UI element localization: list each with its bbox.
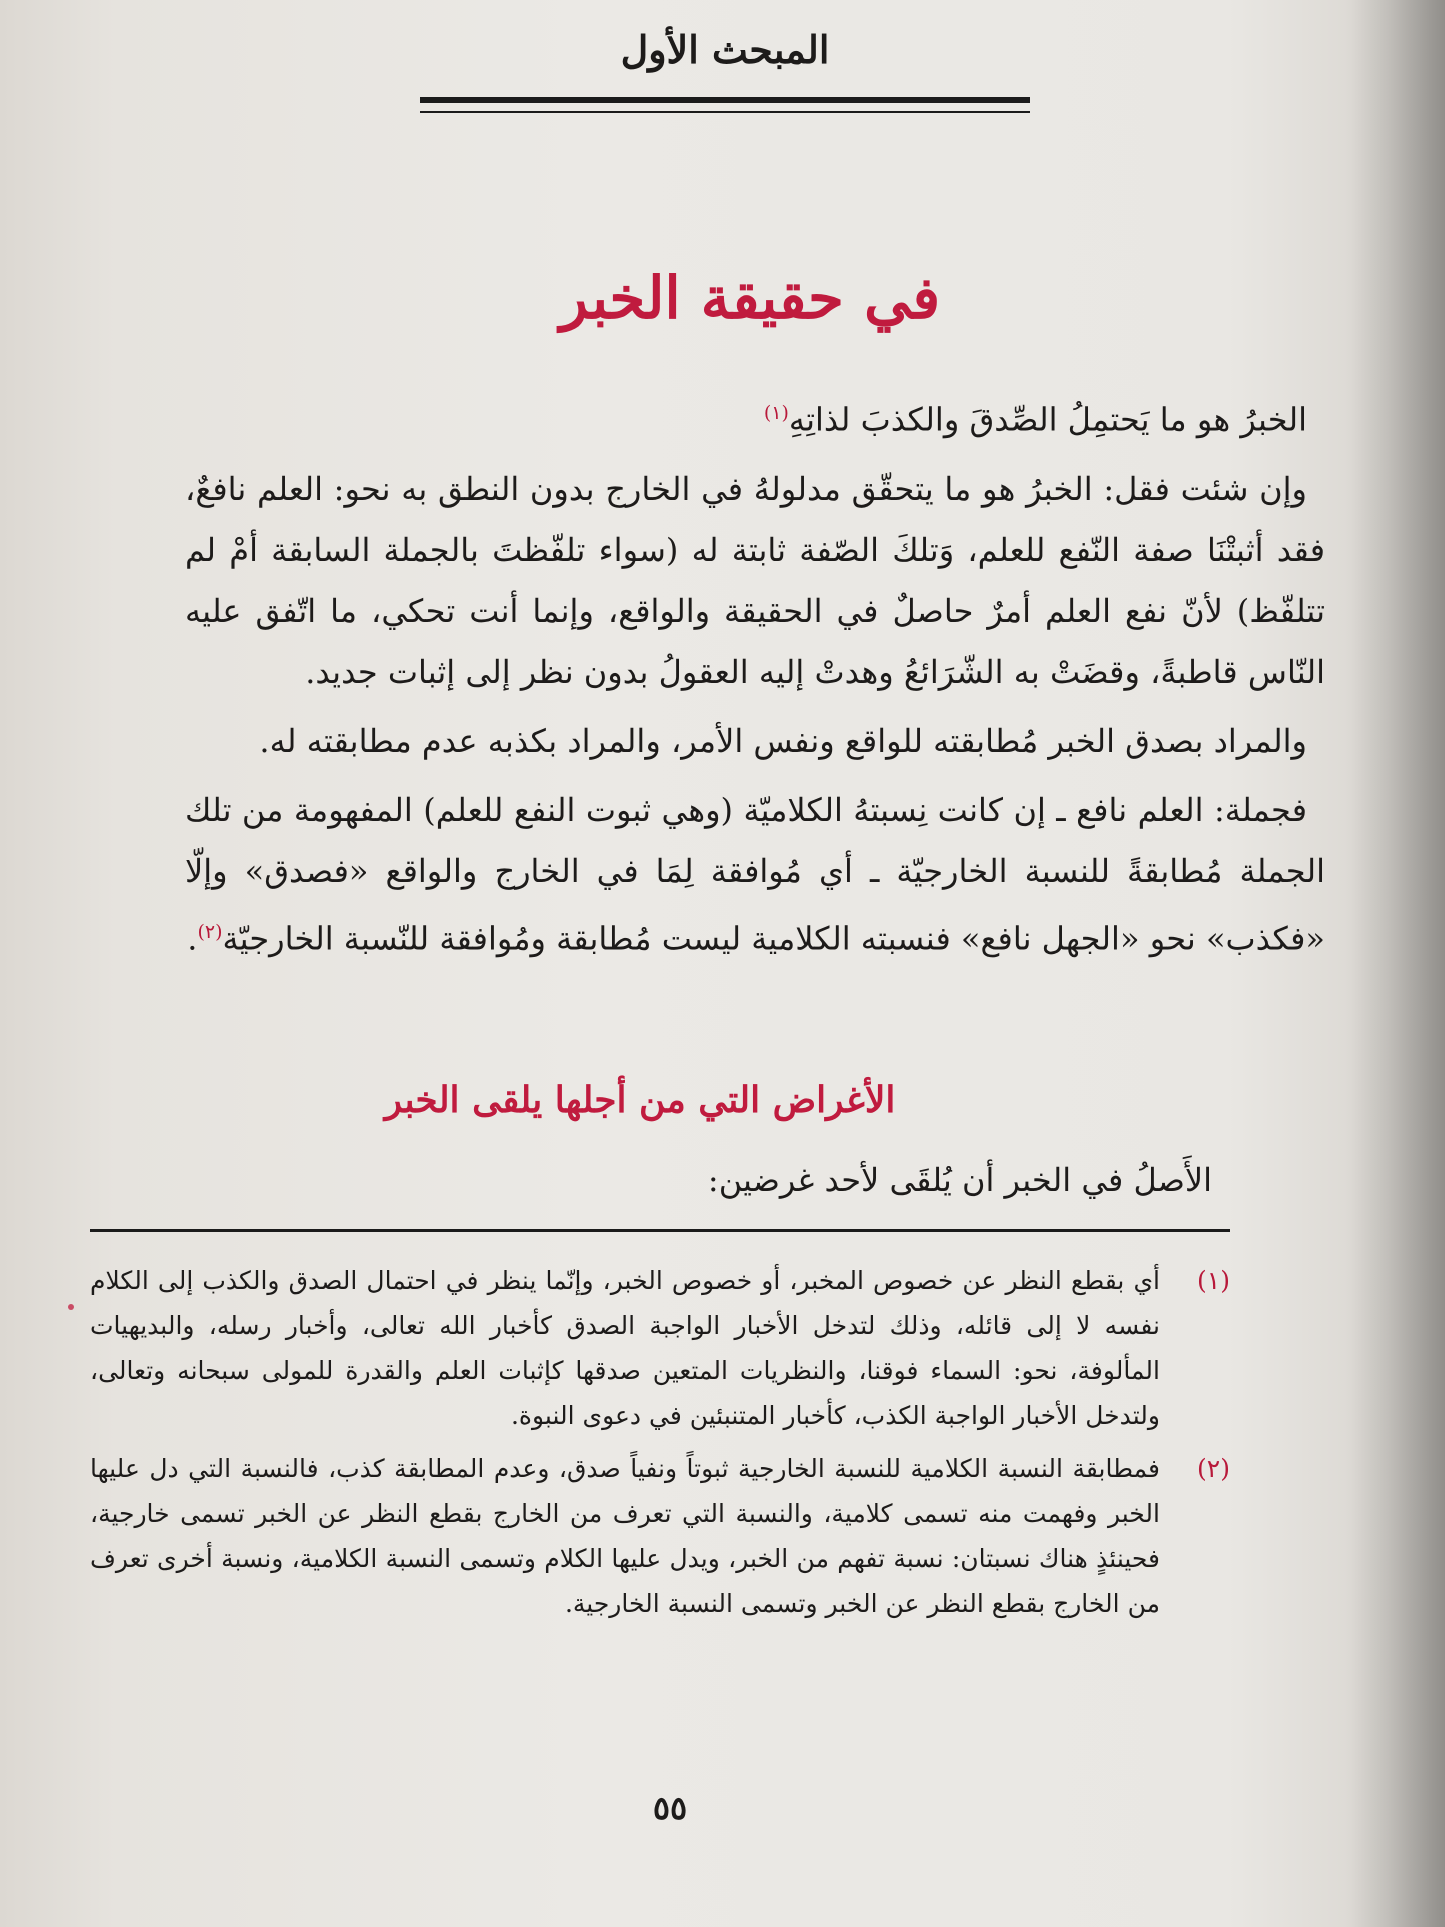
footnote-number-1: (١)	[1197, 1266, 1230, 1295]
footnotes	[90, 1258, 1230, 1634]
footnote-text-2: فمطابقة النسبة الكلامية للنسبة الخارجية ثبوتاً ونفياً صدق، وعدم المطابقة كذب، فالنسبة التي دل عليها الخبر وفهمت منه تسمى كلامية، والنسبة التي تعرف من الخارج بقطع النظر عن الخبر تسمى خارجية، فحينئذٍ هناك نسبتان: نسبة تفهم من الخبر، ويدل عليها الكلام وتسمى النسبة الكلامية، ونسبة أخرى تعرف من الخارج بقطع النظر عن الخبر وتسمى النسبة الخارجية.	[90, 1454, 1160, 1618]
paragraph-4	[185, 780, 1325, 970]
paragraph-3: والمراد بصدق الخبر مُطابقته للواقع ونفس الأمر، والمراد بكذبه عدم مطابقته له.	[259, 721, 1307, 760]
footnote-text-1: أي بقطع النظر عن خصوص المخبر، أو خصوص الخبر، وإنّما ينظر في احتمال الصدق والكذب إلى الكلام نفسه لا إلى قائله، وذلك لتدخل الأخبار الواجبة الصدق كأخبار الله تعالى، وأخبار رسله، والبديهيات المألوفة، نحو: السماء فوقنا، والنظريات المتعين صدقها كإثبات العلم والقدرة للمولى سبحانه وتعالى، ولتدخل الأخبار الواجبة الكذب، كأخبار المتنبئين في دعوى النبوة.	[90, 1266, 1160, 1430]
footnote-ref-1: (١)	[763, 402, 789, 424]
paragraph-4-end: .	[187, 919, 198, 958]
footnote-number-2: (٢)	[1197, 1454, 1230, 1483]
header-rule-thick	[420, 97, 1030, 103]
section-header: المبحث الأول	[620, 27, 830, 72]
footnote-1	[90, 1258, 1230, 1438]
footnote-rule	[90, 1229, 1230, 1232]
subsection-lead: الأَصلُ في الخبر أن يُلقَى لأحد غرضين:	[707, 1161, 1212, 1199]
subsection-title: الأغراض التي من أجلها يلقى الخبر	[384, 1079, 896, 1121]
header-rule-thin	[420, 111, 1030, 113]
chapter-title: في حقيقة الخبر	[559, 264, 941, 332]
paragraph-2: وإن شئت فقل: الخبرُ هو ما يتحقّق مدلولهُ في الخارج بدون النطق به نحو: العلم نافعٌ، فقد أثبتْنَا صفة النّفع للعلم، وَتلكَ الصّفة ثابتة له (سواء تلفّظتَ بالجملة السابقة أمْ لم تتلفّظ) لأنّ نفع العلم أمرٌ حاصلٌ في الحقيقة والواقع، وإنما أنت تحكي، ما اتّفق عليه النّاس قاطبةً، وقضَتْ به الشّرَائعُ وهدتْ إليه العقولُ بدون نظر إلى إثبات جديد.	[185, 469, 1325, 691]
footnote-ref-2: (٢)	[197, 920, 223, 943]
definition-text: الخبرُ هو ما يَحتمِلُ الصِّدقَ والكذبَ لذاتِهِ	[788, 400, 1307, 439]
book-page	[90, 0, 1325, 1927]
page-number: ٥٥	[652, 1789, 688, 1827]
body-text	[185, 383, 1325, 977]
paragraph-definition	[185, 383, 1325, 451]
paragraph-4-text: فجملة: العلم نافع ـ إن كانت نِسبتهُ الكلاميّة (وهي ثبوت النفع للعلم) المفهومة من تلك الجملة مُطابقةً للنسبة الخارجيّة ـ أي مُوافقة لِمَا في الخارج والواقع «فصدق» وإلّا «فكذب» نحو «الجهل نافع» فنسبته الكلامية ليست مُطابقة ومُوافقة للنّسبة الخارجيّة	[185, 790, 1325, 958]
footnote-2	[90, 1446, 1230, 1626]
red-ink-dot	[68, 1304, 74, 1310]
page-edge-shadow	[1350, 0, 1445, 1927]
